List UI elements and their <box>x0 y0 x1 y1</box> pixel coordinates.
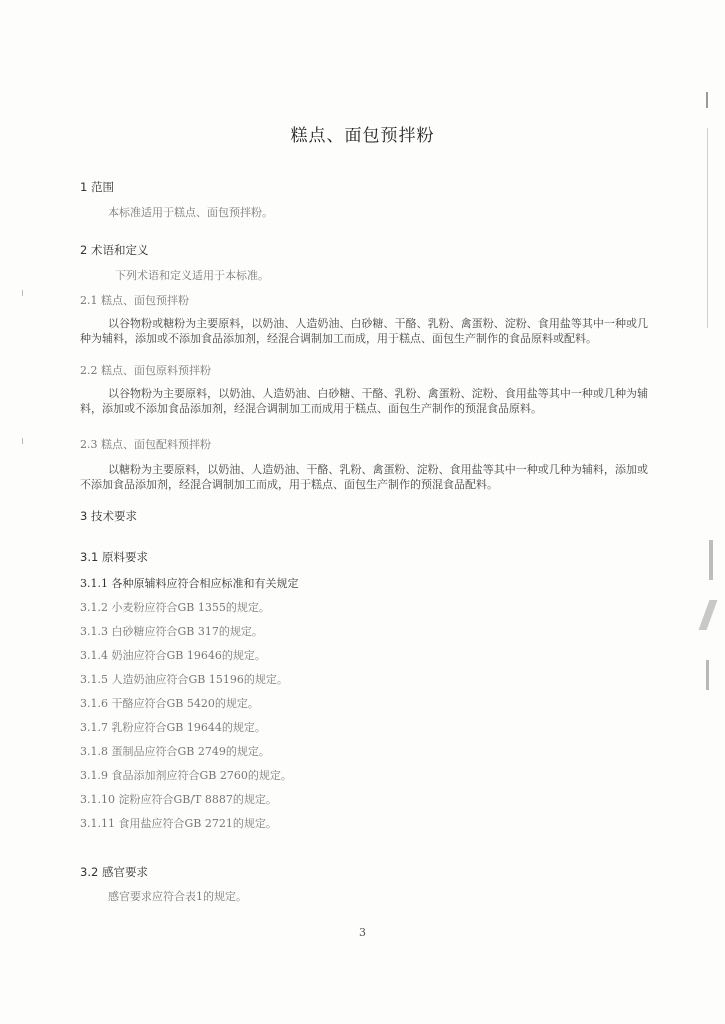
section-2-intro: 下列术语和定义适用于本标准。 <box>115 269 269 282</box>
scan-mark <box>707 128 708 328</box>
scan-mark <box>22 438 23 444</box>
section-2-heading: 2 术语和定义 <box>80 243 149 257</box>
requirement-item: 3.1.3 白砂糖应符合GB 317的规定。 <box>80 625 263 638</box>
document-title: 糕点、面包预拌粉 <box>290 126 435 146</box>
requirement-item: 3.1.10 淀粉应符合GB/T 8887的规定。 <box>80 793 277 806</box>
requirement-item: 3.1.6 干酪应符合GB 5420的规定。 <box>80 697 259 710</box>
requirement-item: 3.1.7 乳粉应符合GB 19644的规定。 <box>80 721 266 734</box>
section-1-text: 本标准适用于糕点、面包预拌粉。 <box>108 206 273 219</box>
requirement-item: 3.1.1 各种原辅料应符合相应标准和有关规定 <box>80 577 299 590</box>
requirement-item: 3.1.11 食用盐应符合GB 2721的规定。 <box>80 817 277 830</box>
requirement-item: 3.1.5 人造奶油应符合GB 15196的规定。 <box>80 673 288 686</box>
definition-2-1-text: 以谷物粉或糖粉为主要原料，以奶油、人造奶油、白砂糖、干酪、乳粉、禽蛋粉、淀粉、食用盐等其中一种或几种为辅料，添加或不添加食品添加剂，经混合调制加工而成，用于糕点、面包生产制作的食品原料或配料。 <box>80 317 648 345</box>
scan-mark <box>706 660 709 690</box>
section-3-2-heading: 3.2 感官要求 <box>80 865 148 879</box>
definition-2-1-heading: 2.1 糕点、面包预拌粉 <box>80 294 189 307</box>
section-3-1-heading: 3.1 原料要求 <box>80 550 148 564</box>
requirement-item: 3.1.2 小麦粉应符合GB 1355的规定。 <box>80 601 270 614</box>
scan-mark <box>709 540 713 580</box>
section-3-2-text: 感官要求应符合表1的规定。 <box>108 890 247 903</box>
definition-2-3-text: 以糖粉为主要原料，以奶油、人造奶油、干酪、乳粉、禽蛋粉、淀粉、食用盐等其中一种或几种为辅料，添加或不添加食品添加剂，经混合调制加工而成，用于糕点、面包生产制作的预混食品配料。 <box>80 463 648 491</box>
definition-2-2-text: 以谷物粉为主要原料，以奶油、人造奶油、白砂糖、干酪、乳粉、禽蛋粉、淀粉、食用盐等其中一种或几种为辅料，添加或不添加食品添加剂，经混合调制加工而成用于糕点、面包生产制作的预混食品原料。 <box>80 387 648 415</box>
definition-2-3-heading: 2.3 糕点、面包配料预拌粉 <box>80 438 211 451</box>
section-3-heading: 3 技术要求 <box>80 509 137 523</box>
scan-mark <box>699 600 718 630</box>
requirement-item: 3.1.8 蛋制品应符合GB 2749的规定。 <box>80 745 270 758</box>
requirement-item: 3.1.9 食品添加剂应符合GB 2760的规定。 <box>80 769 292 782</box>
definition-2-2-heading: 2.2 糕点、面包原料预拌粉 <box>80 364 211 377</box>
page-number: 3 <box>359 926 366 939</box>
section-1-heading: 1 范围 <box>80 180 114 194</box>
scan-mark <box>706 92 708 108</box>
scan-mark <box>22 290 23 296</box>
requirement-item: 3.1.4 奶油应符合GB 19646的规定。 <box>80 649 266 662</box>
